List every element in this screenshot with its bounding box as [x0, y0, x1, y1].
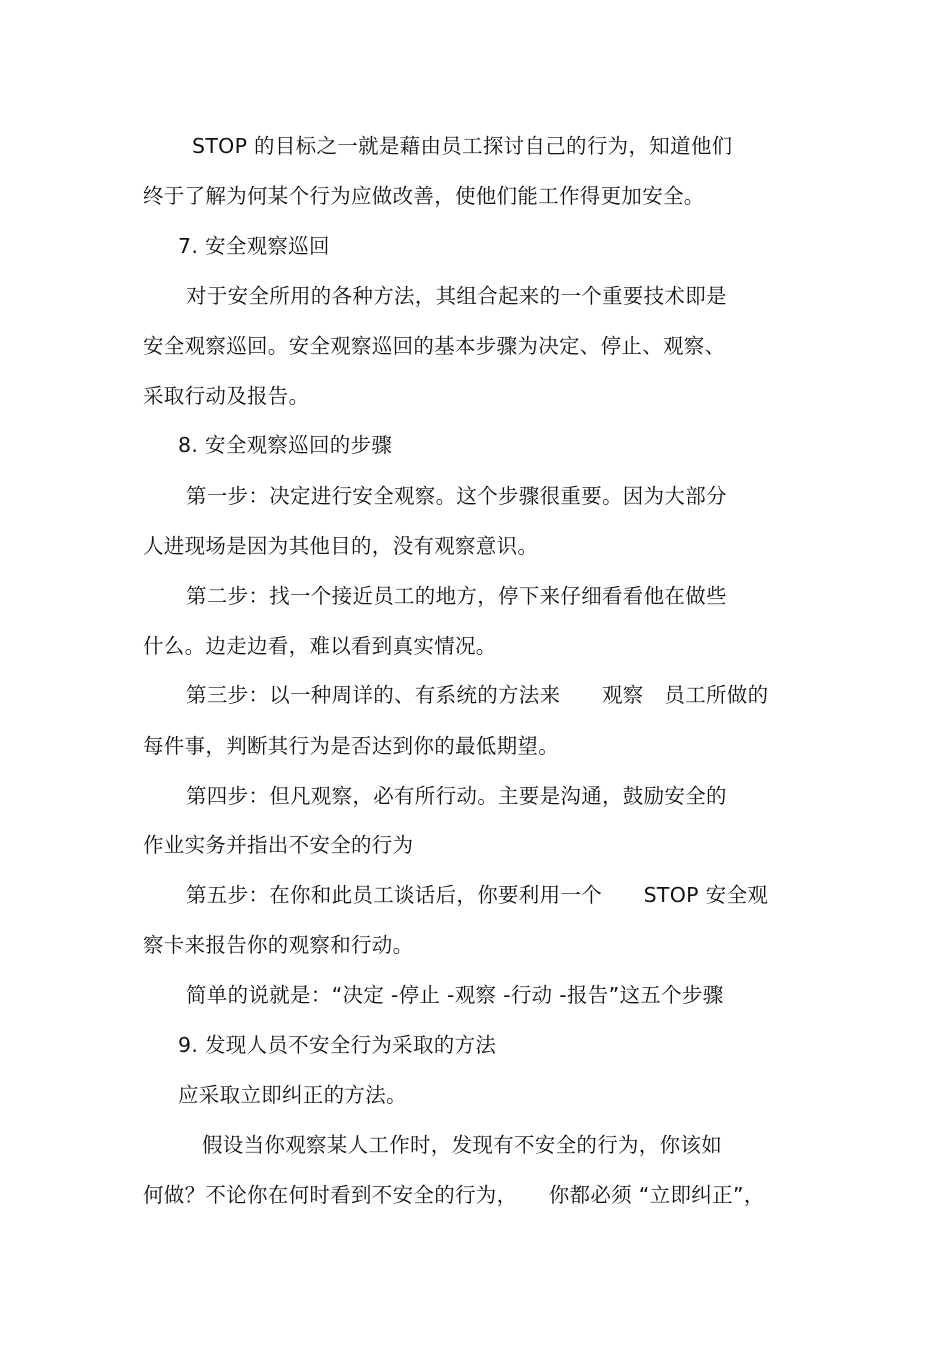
paragraph-safety-methods-line-2: 安全观察巡回。安全观察巡回的基本步骤为决定、停止、观察、 — [143, 334, 726, 358]
step-two-line-1: 第二步：找一个接近员工的地方，停下来仔细看看他在做些 — [186, 584, 727, 608]
paragraph-stop-goal-line-2: 终于了解为何某个行为应做改善，使他们能工作得更加安全。 — [143, 184, 705, 208]
step-four-line-1: 第四步：但凡观察，必有所行动。主要是沟通，鼓励安全的 — [186, 784, 727, 808]
paragraph-hypothesis-line-2: 何做？不论你在何时看到不安全的行为， 你都必须 “立即纠正”， — [143, 1183, 765, 1207]
section-heading-8: 8. 安全观察巡回的步骤 — [178, 433, 393, 457]
step-one-line-1: 第一步：决定进行安全观察。这个步骤很重要。因为大部分 — [186, 484, 727, 508]
paragraph-safety-methods-line-1: 对于安全所用的各种方法，其组合起来的一个重要技术即是 — [186, 284, 727, 308]
paragraph-immediate-correction: 应采取立即纠正的方法。 — [178, 1083, 407, 1107]
step-one-line-2: 人进现场是因为其他目的，没有观察意识。 — [143, 534, 539, 558]
paragraph-hypothesis-line-1: 假设当你观察某人工作时，发现有不安全的行为，你该如 — [202, 1133, 722, 1157]
summary-five-steps: 简单的说就是：“决定 -停止 -观察 -行动 -报告”这五个步骤 — [186, 983, 724, 1007]
paragraph-safety-methods-line-3: 采取行动及报告。 — [143, 384, 310, 408]
step-three-line-1: 第三步：以一种周详的、有系统的方法来 观察 员工所做的 — [186, 683, 769, 707]
step-five-line-1: 第五步：在你和此员工谈话后，你要利用一个 STOP 安全观 — [186, 883, 769, 907]
paragraph-stop-goal-line-1: STOP 的目标之一就是藉由员工探讨自己的行为，知道他们 — [192, 134, 733, 158]
step-three-line-2: 每件事，判断其行为是否达到你的最低期望。 — [143, 734, 559, 758]
step-five-line-2: 察卡来报告你的观察和行动。 — [143, 933, 414, 957]
section-heading-9: 9. 发现人员不安全行为采取的方法 — [178, 1033, 497, 1057]
step-two-line-2: 什么。边走边看，难以看到真实情况。 — [143, 634, 497, 658]
step-four-line-2: 作业实务并指出不安全的行为 — [143, 833, 414, 857]
section-heading-7: 7. 安全观察巡回 — [178, 234, 330, 258]
